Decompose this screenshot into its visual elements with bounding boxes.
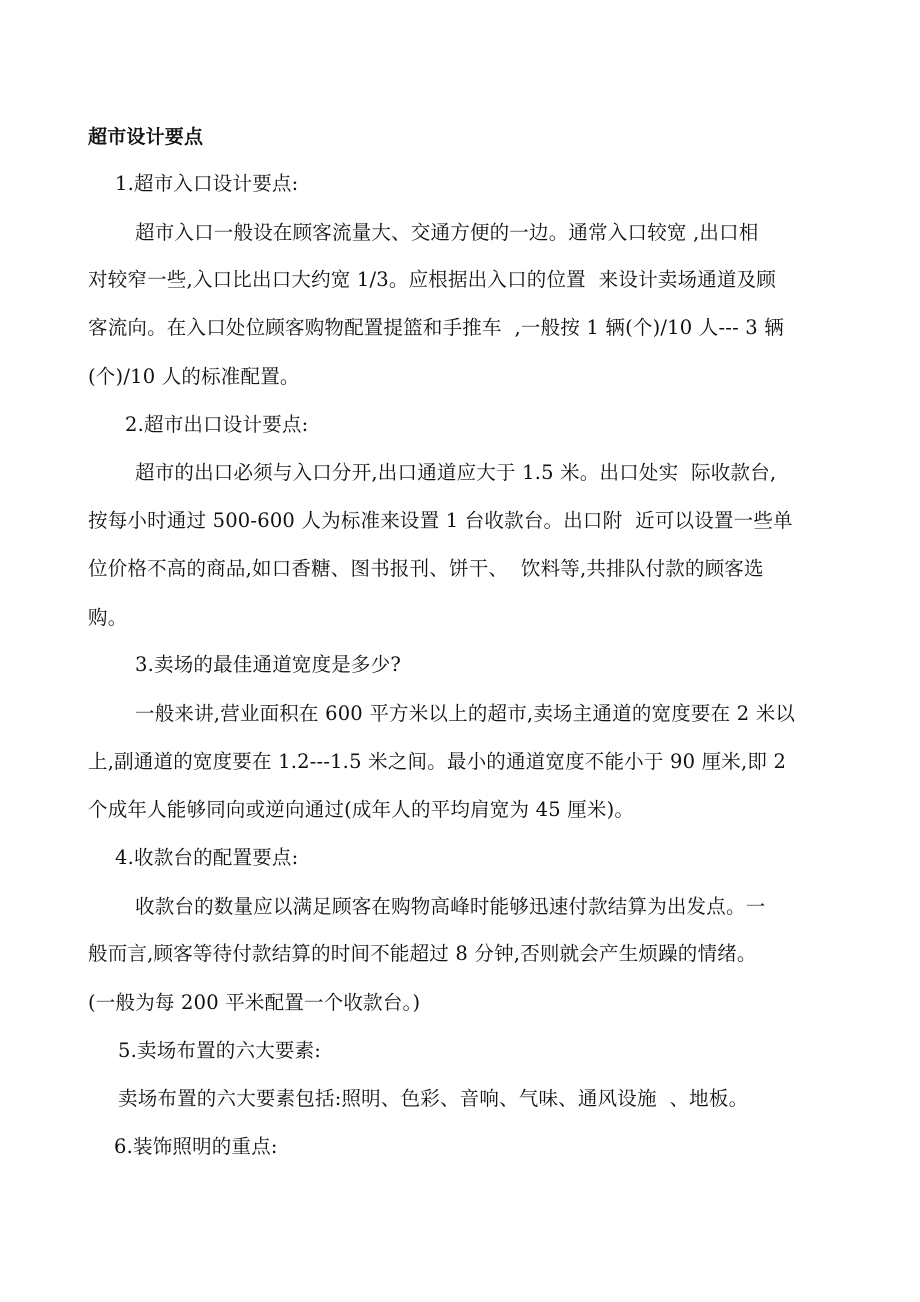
section-4-line-1: 收款台的数量应以满足顾客在购物高峰时能够迅速付款结算为出发点。一 bbox=[135, 895, 766, 918]
section-1-line-3: 客流向。在入口处位顾客购物配置提篮和手推车 ,一般按 1 辆(个)/10 人--- 3 辆 bbox=[88, 316, 784, 339]
section-2-line-1: 超市的出口必须与入口分开,出口通道应大于 1.5 米。出口处实 际收款台, bbox=[135, 461, 777, 484]
section-1-line-1: 超市入口一般设在顾客流量大、交通方便的一边。通常入口较宽 ,出口相 bbox=[135, 221, 759, 244]
section-1-heading: 1.超市入口设计要点: bbox=[115, 172, 299, 195]
section-5-heading: 5.卖场布置的六大要素: bbox=[118, 1039, 322, 1062]
section-5-line-1: 卖场布置的六大要素包括:照明、色彩、音响、气味、通风设施 、地板。 bbox=[118, 1087, 749, 1110]
section-3-heading: 3.卖场的最佳通道宽度是多少? bbox=[135, 653, 402, 676]
section-3-line-2: 上,副通道的宽度要在 1.2---1.5 米之间。最小的通道宽度不能小于 90 厘米,即 2 bbox=[88, 750, 787, 773]
document-title: 超市设计要点 bbox=[88, 126, 204, 148]
section-3-line-3: 个成年人能够同向或逆向通过(成年人的平均肩宽为 45 厘米)。 bbox=[88, 798, 635, 821]
section-4-heading: 4.收款台的配置要点: bbox=[115, 846, 299, 869]
section-4-line-3: (一般为每 200 平米配置一个收款台。) bbox=[88, 991, 421, 1014]
section-4-line-2: 般而言,顾客等待付款结算的时间不能超过 8 分钟,否则就会产生烦躁的情绪。 bbox=[88, 942, 757, 965]
section-2-heading: 2.超市出口设计要点: bbox=[125, 413, 309, 436]
section-3-line-1: 一般来讲,营业面积在 600 平方米以上的超市,卖场主通道的宽度要在 2 米以 bbox=[135, 702, 796, 725]
section-1-line-2: 对较窄一些,入口比出口大约宽 1/3。应根据出入口的位置 来设计卖场通道及顾 bbox=[88, 268, 776, 291]
section-1-line-4: (个)/10 人的标准配置。 bbox=[88, 365, 300, 388]
section-2-line-2: 按每小时通过 500-600 人为标准来设置 1 台收款台。出口附 近可以设置一些单 bbox=[88, 509, 793, 532]
section-6-heading: 6.装饰照明的重点: bbox=[114, 1135, 278, 1158]
section-2-line-3: 位价格不高的商品,如口香糖、图书报刊、饼干、 饮料等,共排队付款的顾客选 bbox=[88, 557, 764, 580]
section-2-line-4: 购。 bbox=[88, 606, 128, 629]
